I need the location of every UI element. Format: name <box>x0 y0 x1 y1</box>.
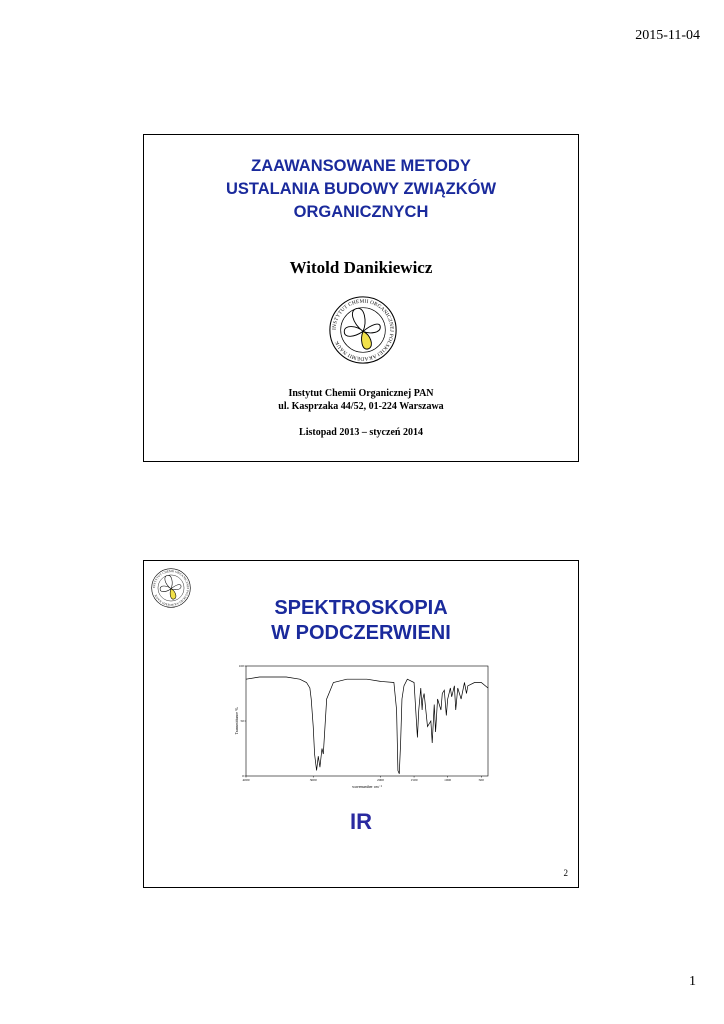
institute-logo <box>327 294 399 366</box>
page-date: 2015-11-04 <box>635 28 700 43</box>
spectrum-line <box>246 677 488 774</box>
slide-title <box>144 596 578 646</box>
title-line-2: W PODCZERWIENI <box>271 622 451 644</box>
title-line-3: ORGANICZNYCH <box>293 203 429 221</box>
slide-title <box>144 155 578 224</box>
y-tick-label: 50 <box>240 719 244 724</box>
x-tick-label: 2000 <box>376 778 384 782</box>
x-tick-label: 1500 <box>410 778 418 782</box>
course-dates: Listopad 2013 – styczeń 2014 <box>299 427 423 438</box>
y-tick-label: 100 <box>238 664 244 669</box>
slide-subtitle-ir: IR <box>350 809 372 834</box>
x-tick-label: 1000 <box>444 778 452 782</box>
author-name: Witold Danikiewicz <box>289 258 433 277</box>
institute-name: Instytut Chemii Organicznej PAN <box>288 388 434 399</box>
x-axis-label: wavenumber cm⁻¹ <box>352 784 382 789</box>
title-line-1: SPEKTROSKOPIA <box>274 597 448 619</box>
institute-info <box>144 387 578 413</box>
page-number: 1 <box>689 974 696 989</box>
title-line-2: USTALANIA BUDOWY ZWIĄZKÓW <box>225 180 497 198</box>
logo-ring-text-small: INSTYTUT CHEMII ORGANICZNEJ POLSKIEJ AKADEMII NAUK <box>152 569 190 607</box>
plot-frame <box>246 666 488 776</box>
slide-ir <box>143 560 579 888</box>
x-tick-label: 4000 <box>242 778 250 782</box>
logo-ring-text: INSTYTUT CHEMII ORGANICZNEJ POLSKIEJ AKADEMII NAUK <box>331 298 395 362</box>
title-line-1: ZAAWANSOWANE METODY <box>251 157 471 175</box>
slide-title-slide <box>143 134 579 462</box>
x-tick-label: 500 <box>478 778 484 782</box>
y-tick-label: 0 <box>242 774 244 779</box>
institute-address: ul. Kasprzaka 44/52, 01-224 Warszawa <box>278 401 444 412</box>
ir-spectrum-chart <box>232 662 494 790</box>
slide-number: 2 <box>563 868 568 878</box>
y-axis-label: Transmittance % <box>234 707 239 735</box>
x-tick-label: 3000 <box>309 778 317 782</box>
